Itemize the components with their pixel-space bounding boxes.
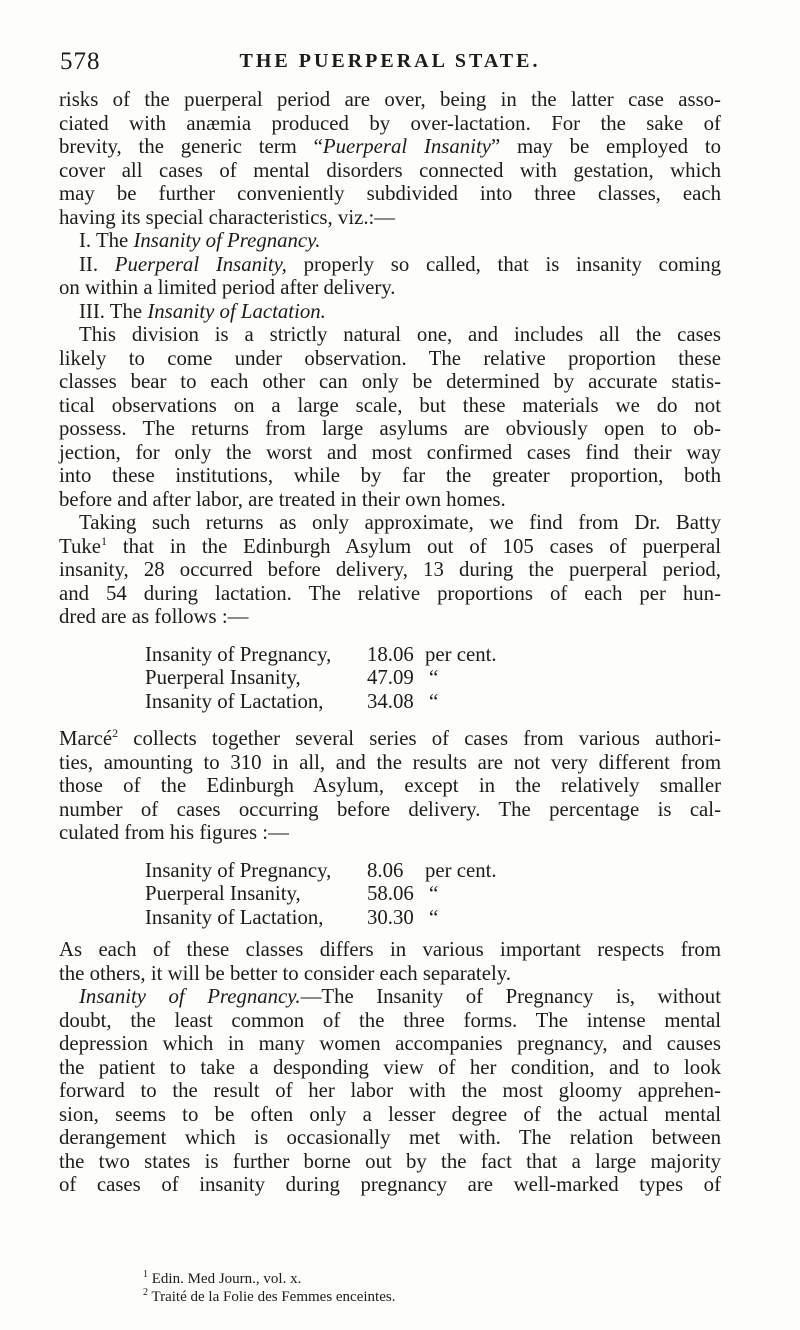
stats-row: [145, 882, 721, 906]
text-span: ” may be employed to: [490, 135, 721, 158]
stats-value: 18.06: [367, 642, 414, 666]
page-header: [60, 48, 720, 84]
paragraph-differences: [59, 938, 721, 985]
page-number: 578: [60, 48, 101, 75]
paragraph-intro: [59, 88, 721, 229]
class-title: Puerperal Insanity,: [114, 252, 287, 276]
stats-label: Puerperal Insanity,: [145, 666, 301, 689]
spacer: [59, 929, 721, 938]
class-title: Insanity of Lactation.: [147, 299, 326, 323]
spacer: [59, 629, 721, 643]
text-span: collects together several series of cases from various authori-: [118, 727, 721, 750]
text-line: doubt, the least common of the three forms. The intense mental: [59, 1008, 721, 1032]
footnotes: [143, 1270, 703, 1306]
paragraph-tuke: [59, 511, 721, 629]
text-line: [59, 727, 721, 751]
text-line: tical observations on a large scale, but these materials we do not: [59, 393, 721, 417]
stats-unit: “: [429, 689, 439, 713]
footnote-mark: 2: [143, 1287, 148, 1298]
section-heading: Insanity of Pregnancy.: [79, 985, 301, 1008]
stats-label: Insanity of Pregnancy,: [145, 858, 332, 882]
class-item-3: [59, 300, 721, 324]
stats-value: 30.30: [367, 905, 414, 929]
stats-unit: “: [429, 666, 439, 689]
text-line: [59, 135, 721, 159]
stats-row: [145, 643, 721, 667]
italic-term: Puerperal Insanity: [322, 135, 491, 158]
text-line: on within a limited period after delivery.: [59, 276, 396, 299]
body-text: [59, 88, 721, 1197]
text-line: risks of the puerperal period are over, being in the latter case asso-: [59, 88, 721, 111]
footnote-text: Edin. Med Journ., vol. x.: [148, 1271, 302, 1287]
stats-unit: per cent.: [425, 642, 497, 666]
text-line: cover all cases of mental disorders connected with gestation, which: [59, 158, 721, 182]
text-line: ties, amounting to 310 in all, and the results are not very different from: [59, 750, 721, 774]
class-number: I. The: [79, 229, 134, 252]
text-line: [59, 535, 721, 559]
text-line: [59, 985, 721, 1009]
stats-row: [145, 906, 721, 930]
text-line: forward to the result of her labor with the most gloomy apprehen-: [59, 1079, 721, 1102]
footnote-text: Traité de la Folie des Femmes enceintes.: [148, 1289, 396, 1305]
text-span: —The Insanity of Pregnancy is, without: [300, 985, 721, 1008]
text-line: the others, it will be better to consider each separately.: [59, 961, 511, 985]
paragraph-pregnancy: [59, 985, 721, 1197]
stats-unit: “: [429, 905, 439, 929]
stats-value: 47.09: [367, 666, 414, 689]
stats-value: 8.06: [367, 858, 404, 882]
text-line: As each of these classes differs in various important respects from: [59, 938, 721, 961]
class-list: [59, 229, 721, 323]
text-line: likely to come under observation. The relative proportion these: [59, 346, 721, 370]
stats-unit: per cent.: [425, 858, 497, 882]
stats-row: [145, 666, 721, 690]
class-title: Insanity of Pregnancy.: [133, 229, 321, 252]
text-line: of cases of insanity during pregnancy are well-marked types of: [59, 1173, 721, 1196]
stats-label: Puerperal Insanity,: [145, 882, 301, 905]
text-span: that in the Edinburgh Asylum out of 105 cases of puerperal: [107, 534, 721, 558]
text-line: classes bear to each other can only be determined by accurate statis-: [59, 370, 721, 393]
paragraph-division: [59, 323, 721, 511]
text-line: the patient to take a desponding view of her condition, and to look: [59, 1055, 721, 1079]
class-description: properly so called, that is insanity coming: [286, 252, 722, 276]
spacer: [59, 845, 721, 859]
text-line: ciated with anæmia produced by over-lactation. For the sake of: [59, 111, 721, 135]
footnote-mark: 1: [143, 1269, 148, 1280]
text-line: before and after labor, are treated in their own homes.: [59, 487, 506, 511]
text-line: sion, seems to be often only a lesser degree of the actual mental: [59, 1102, 721, 1126]
stats-label: Insanity of Lactation,: [145, 689, 324, 713]
text-line: may be further conveniently subdivided into three classes, each: [59, 182, 721, 205]
class-item-2: [59, 253, 721, 277]
text-span: Tuke: [59, 534, 101, 558]
stats-row: [145, 690, 721, 714]
text-line: number of cases occurring before delivery. The percentage is cal-: [59, 797, 721, 821]
class-number: III. The: [79, 299, 148, 323]
class-number: II.: [79, 252, 115, 276]
stats-row: [145, 859, 721, 883]
spacer: [59, 713, 721, 727]
text-line: culated from his figures :—: [59, 821, 289, 844]
running-head: THE PUERPERAL STATE.: [239, 50, 541, 72]
text-span: Marcé: [59, 727, 113, 750]
text-line: having its special characteristics, viz.:—: [59, 205, 396, 229]
text-line: Taking such returns as only approximate, we find from Dr. Batty: [79, 511, 721, 534]
text-line: dred are as follows :—: [59, 605, 249, 628]
stats-value: 34.08: [367, 689, 414, 713]
text-line: This division is a strictly natural one, and includes all the cases: [79, 323, 721, 346]
text-line: depression which in many women accompanies pregnancy, and causes: [59, 1032, 721, 1055]
text-line: possess. The returns from large asylums are obviously open to ob-: [59, 417, 721, 440]
class-item-1: [59, 229, 721, 253]
footnote-ref[interactable]: 1: [101, 533, 107, 548]
text-line: derangement which is occasionally met with. The relation between: [59, 1126, 721, 1149]
text-line: into these institutions, while by far the greater proportion, both: [59, 464, 721, 487]
stats-label: Insanity of Lactation,: [145, 905, 324, 929]
stats-table-tuke: [59, 643, 721, 714]
stats-value: 58.06: [367, 882, 414, 905]
stats-unit: “: [429, 882, 439, 905]
stats-label: Insanity of Pregnancy,: [145, 642, 332, 666]
text-line: the two states is further borne out by the fact that a large majority: [59, 1149, 721, 1173]
text-line: jection, for only the worst and most confirmed cases find their way: [59, 440, 721, 464]
text-line: insanity, 28 occurred before delivery, 13 during the puerperal period,: [59, 558, 721, 581]
text-line: and 54 during lactation. The relative proportions of each per hun-: [59, 581, 721, 605]
stats-table-marce: [59, 859, 721, 930]
footnote: [143, 1270, 703, 1288]
paragraph-marce: [59, 727, 721, 845]
text-span: brevity, the generic term “: [59, 135, 323, 158]
text-line: those of the Edinburgh Asylum, except in the relatively smaller: [59, 774, 721, 797]
footnote: [143, 1288, 703, 1306]
footnote-ref[interactable]: 2: [112, 726, 119, 741]
